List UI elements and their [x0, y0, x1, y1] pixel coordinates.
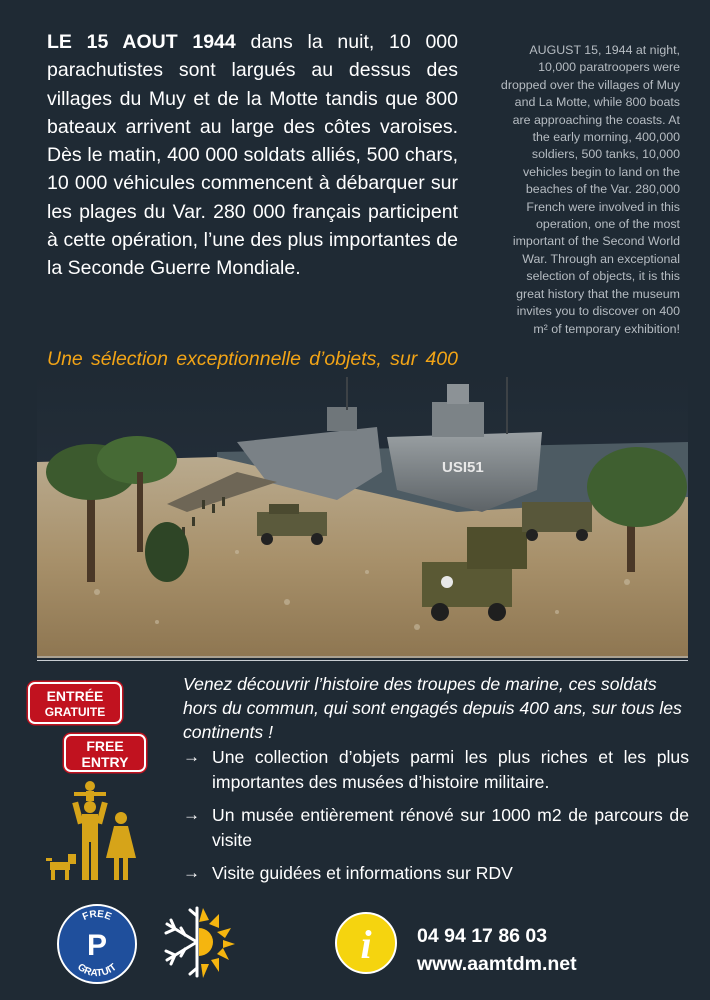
- intro-text: dans la nuit, 10 000 parachutistes sont largués au dessus des villages du Muy et de la Motte tandis que 800 bateaux arrivent au large des côtes varoises. Dès le matin, 400 000 soldats alliés, 500 chars, 10 000 véhicules commencent à débarquer sur les plages du Var. 280 000 français participent à cette opération, l’une des plus importantes de la Seconde Guerre Mondiale.: [47, 31, 458, 280]
- list-item: [183, 803, 689, 852]
- info-icon: [334, 911, 398, 980]
- ship-marking: USI51: [442, 459, 484, 476]
- free-entry-badge-fr: [28, 682, 122, 724]
- parking-letter: P: [86, 929, 108, 962]
- arrow-icon: →: [183, 747, 200, 766]
- list-item: [183, 745, 689, 794]
- badge-fr-line1: ENTRÉE: [46, 688, 104, 704]
- phone-number: 04 94 17 86 03: [417, 925, 548, 947]
- list-item-text: Une collection d’objets parmi les plus riches et les plus importantes des musées d’histoire militaire.: [212, 747, 689, 792]
- website-link[interactable]: www.aamtdm.net: [417, 953, 577, 975]
- list-item-text: Un musée entièrement rénové sur 1000 m2 de parcours de visite: [212, 805, 689, 850]
- list-item-text: Visite guidées et informations sur RDV: [212, 863, 513, 883]
- family-icon: [44, 780, 144, 889]
- free-entry-badge-en: [64, 734, 146, 772]
- badge-fr-line2: GRATUITE: [44, 705, 106, 719]
- list-item: [183, 861, 689, 886]
- parking-top-text: FREE: [81, 908, 113, 923]
- parking-bottom-text: GRATUIT: [75, 961, 119, 980]
- badge-en-line1: FREE: [86, 738, 124, 754]
- badge-en-line2: ENTRY: [81, 754, 129, 770]
- museum-intro: Venez découvrir l’histoire des troupes de marine, ces soldats hors du commun, qui sont engagés depuis 400 ans, sur tous les continents !: [183, 674, 682, 742]
- sun-snowflake-icon: [159, 902, 237, 987]
- parking-icon: [56, 903, 138, 990]
- diorama-photo: [37, 372, 688, 658]
- section-divider: [37, 660, 688, 661]
- intro-paragraph: [47, 28, 458, 283]
- arrow-icon: →: [183, 863, 200, 882]
- arrow-icon: →: [183, 805, 200, 824]
- intro-date: LE 15 AOUT 1944: [47, 31, 236, 53]
- english-paragraph: AUGUST 15, 1944 at night, 10,000 paratroopers were dropped over the villages of Muy and La Motte, while 800 boats are approaching the coasts. At the early morning, 400,000 soldiers, 500 tanks, 10,000 vehicles begin to land on the beaches of the Var. 280,000 French were involved in this operation, one of the most important of the Second World War. Through an exceptional selection of objects, it is this great history that the museum invites you to discover on 400 m² of temporary exhibition!: [500, 43, 680, 336]
- info-letter: i: [360, 922, 372, 967]
- tagline: Une sélection exceptionnelle d’objets, sur 400: [47, 348, 458, 370]
- feature-list: [183, 745, 689, 895]
